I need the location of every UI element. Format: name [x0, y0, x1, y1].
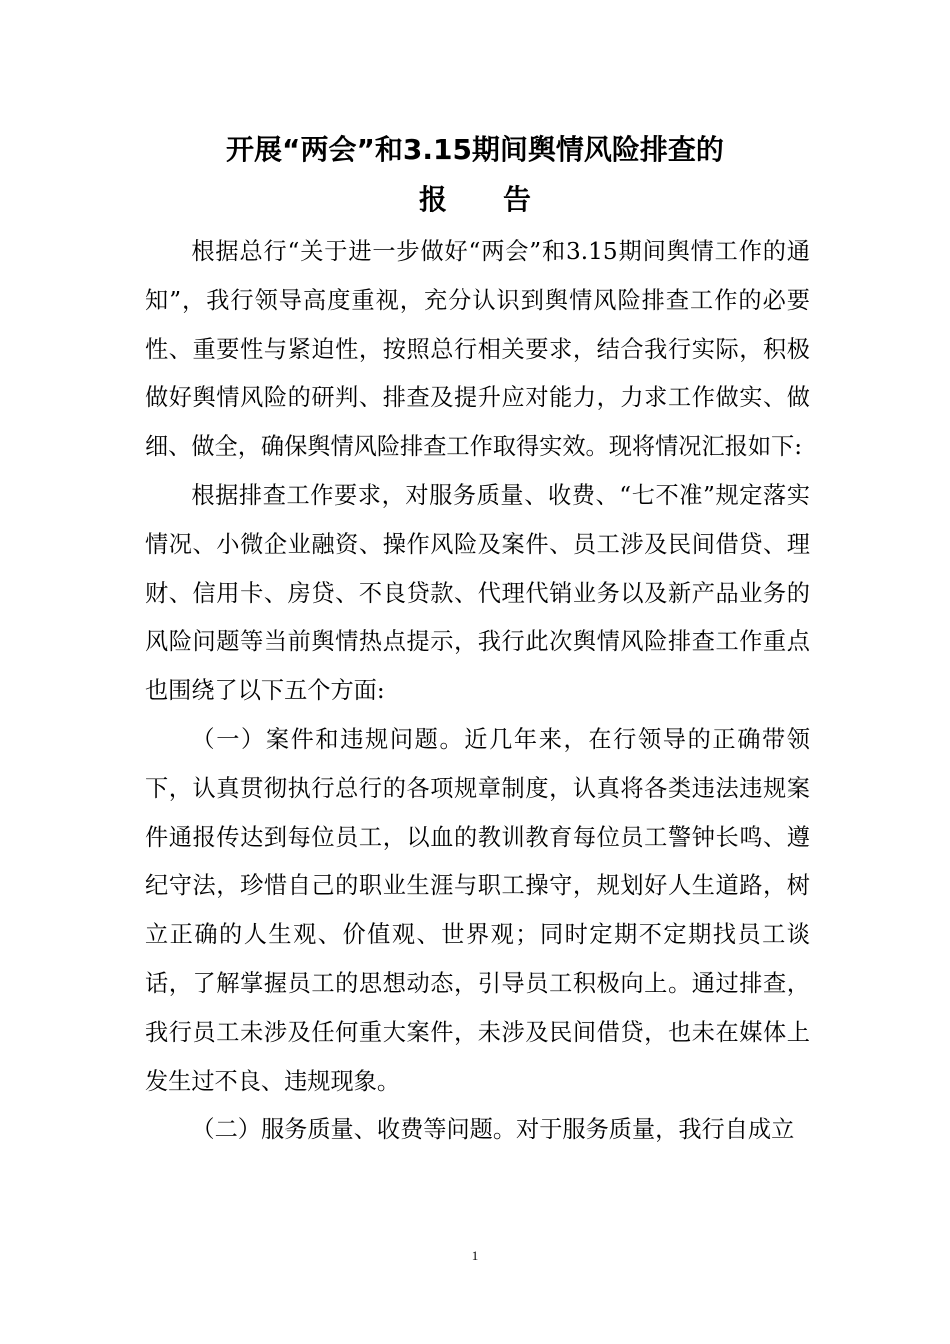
- document-body: [145, 228, 810, 1155]
- paragraph-intro: 根据总行“关于进一步做好“两会”和3.15期间舆情工作的通知”，我行领导高度重视，充分认识到舆情风险排查工作的必要性、重要性与紧迫性，按照总行相关要求，结合我行实际，积极做好舆情风险的研判、排查及提升应对能力，力求工作做实、做细、做全，确保舆情风险排查工作取得实效。现将情况汇报如下:: [145, 238, 810, 461]
- paragraph-section-1: （一）案件和违规问题。近几年来，在行领导的正确带领下，认真贯彻执行总行的各项规章制度，认真将各类违法违规案件通报传达到每位员工，以血的教训教育每位员工警钟长鸣、遵纪守法，珍惜自己的职业生涯与职工操守，规划好人生道路，树立正确的人生观、价值观、世界观；同时定期不定期找员工谈话，了解掌握员工的思想动态，引导员工积极向上。通过排查，我行员工未涉及任何重大案件，未涉及民间借贷，也未在媒体上发生过不良、违规现象。: [145, 725, 810, 1095]
- page-number: 1: [471, 1248, 479, 1263]
- document-title-report: 报告: [418, 183, 587, 216]
- document-title: 开展“两会”和3.15期间舆情风险排查的: [226, 133, 724, 166]
- paragraph-scope: 根据排查工作要求，对服务质量、收费、“七不准”规定落实情况、小微企业融资、操作风险及案件、员工涉及民间借贷、理财、信用卡、房贷、不良贷款、代理代销业务以及新产品业务的风险问题等当前舆情热点提示，我行此次舆情风险排查工作重点也围绕了以下五个方面:: [145, 481, 810, 705]
- paragraph-section-2: （二）服务质量、收费等问题。对于服务质量，我行自成立: [191, 1116, 795, 1144]
